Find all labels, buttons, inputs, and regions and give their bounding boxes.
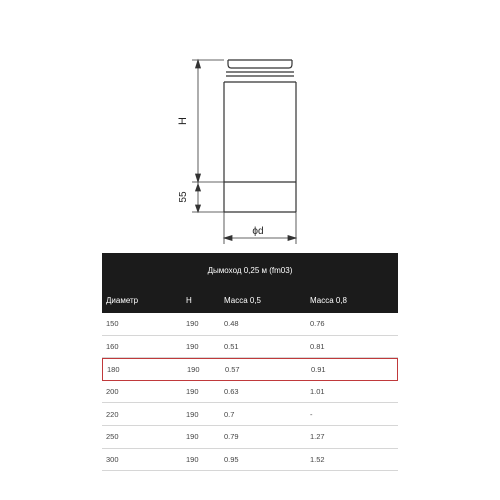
cell-diameter: 180 [107,364,120,374]
cell-mass-05: 0.7 [224,409,235,419]
table-title: Дымоход 0,25 м (fm03) [102,253,398,287]
cell-diameter: 200 [106,387,119,397]
cell-diameter: 250 [106,432,119,442]
cell-mass-08: 1.01 [310,387,325,397]
cell-mass-05: 0.51 [224,341,239,351]
table-row-highlighted [102,358,398,381]
cell-h: 190 [186,409,199,419]
cell-diameter: 160 [106,341,119,351]
header-h: H [186,295,192,305]
cell-diameter: 220 [106,409,119,419]
diameter-label: ϕd [252,226,264,237]
height-label: H [177,117,189,125]
cell-mass-08: 0.76 [310,319,325,329]
header-diameter: Диаметр [106,295,139,305]
cell-diameter: 300 [106,454,119,464]
cell-h: 190 [186,341,199,351]
cell-mass-05: 0.95 [224,454,239,464]
cell-mass-08: - [310,409,313,419]
table-row [102,381,398,404]
cell-mass-05: 0.48 [224,319,239,329]
cell-mass-08: 1.27 [310,432,325,442]
cell-h: 190 [186,319,199,329]
cell-mass-08: 0.91 [311,364,326,374]
cell-mass-05: 0.79 [224,432,239,442]
cell-mass-08: 0.81 [310,341,325,351]
cell-h: 190 [186,432,199,442]
cell-diameter: 150 [106,319,119,329]
socket-length-label: 55 [178,191,189,203]
height-dimension [192,60,224,212]
cell-mass-08: 1.52 [310,454,325,464]
table-header-row [102,287,398,313]
cell-mass-05: 0.57 [225,364,240,374]
spec-table [102,253,398,471]
cell-h: 190 [186,454,199,464]
table-row [102,426,398,449]
table-row [102,313,398,336]
table-row [102,336,398,359]
cell-h: 190 [186,387,199,397]
table-row [102,403,398,426]
cell-mass-05: 0.63 [224,387,239,397]
header-mass-05: Масса 0,5 [224,295,261,305]
table-row [102,449,398,472]
cell-h: 190 [187,364,200,374]
pipe-outline [224,60,296,212]
header-mass-08: Масса 0,8 [310,295,347,305]
